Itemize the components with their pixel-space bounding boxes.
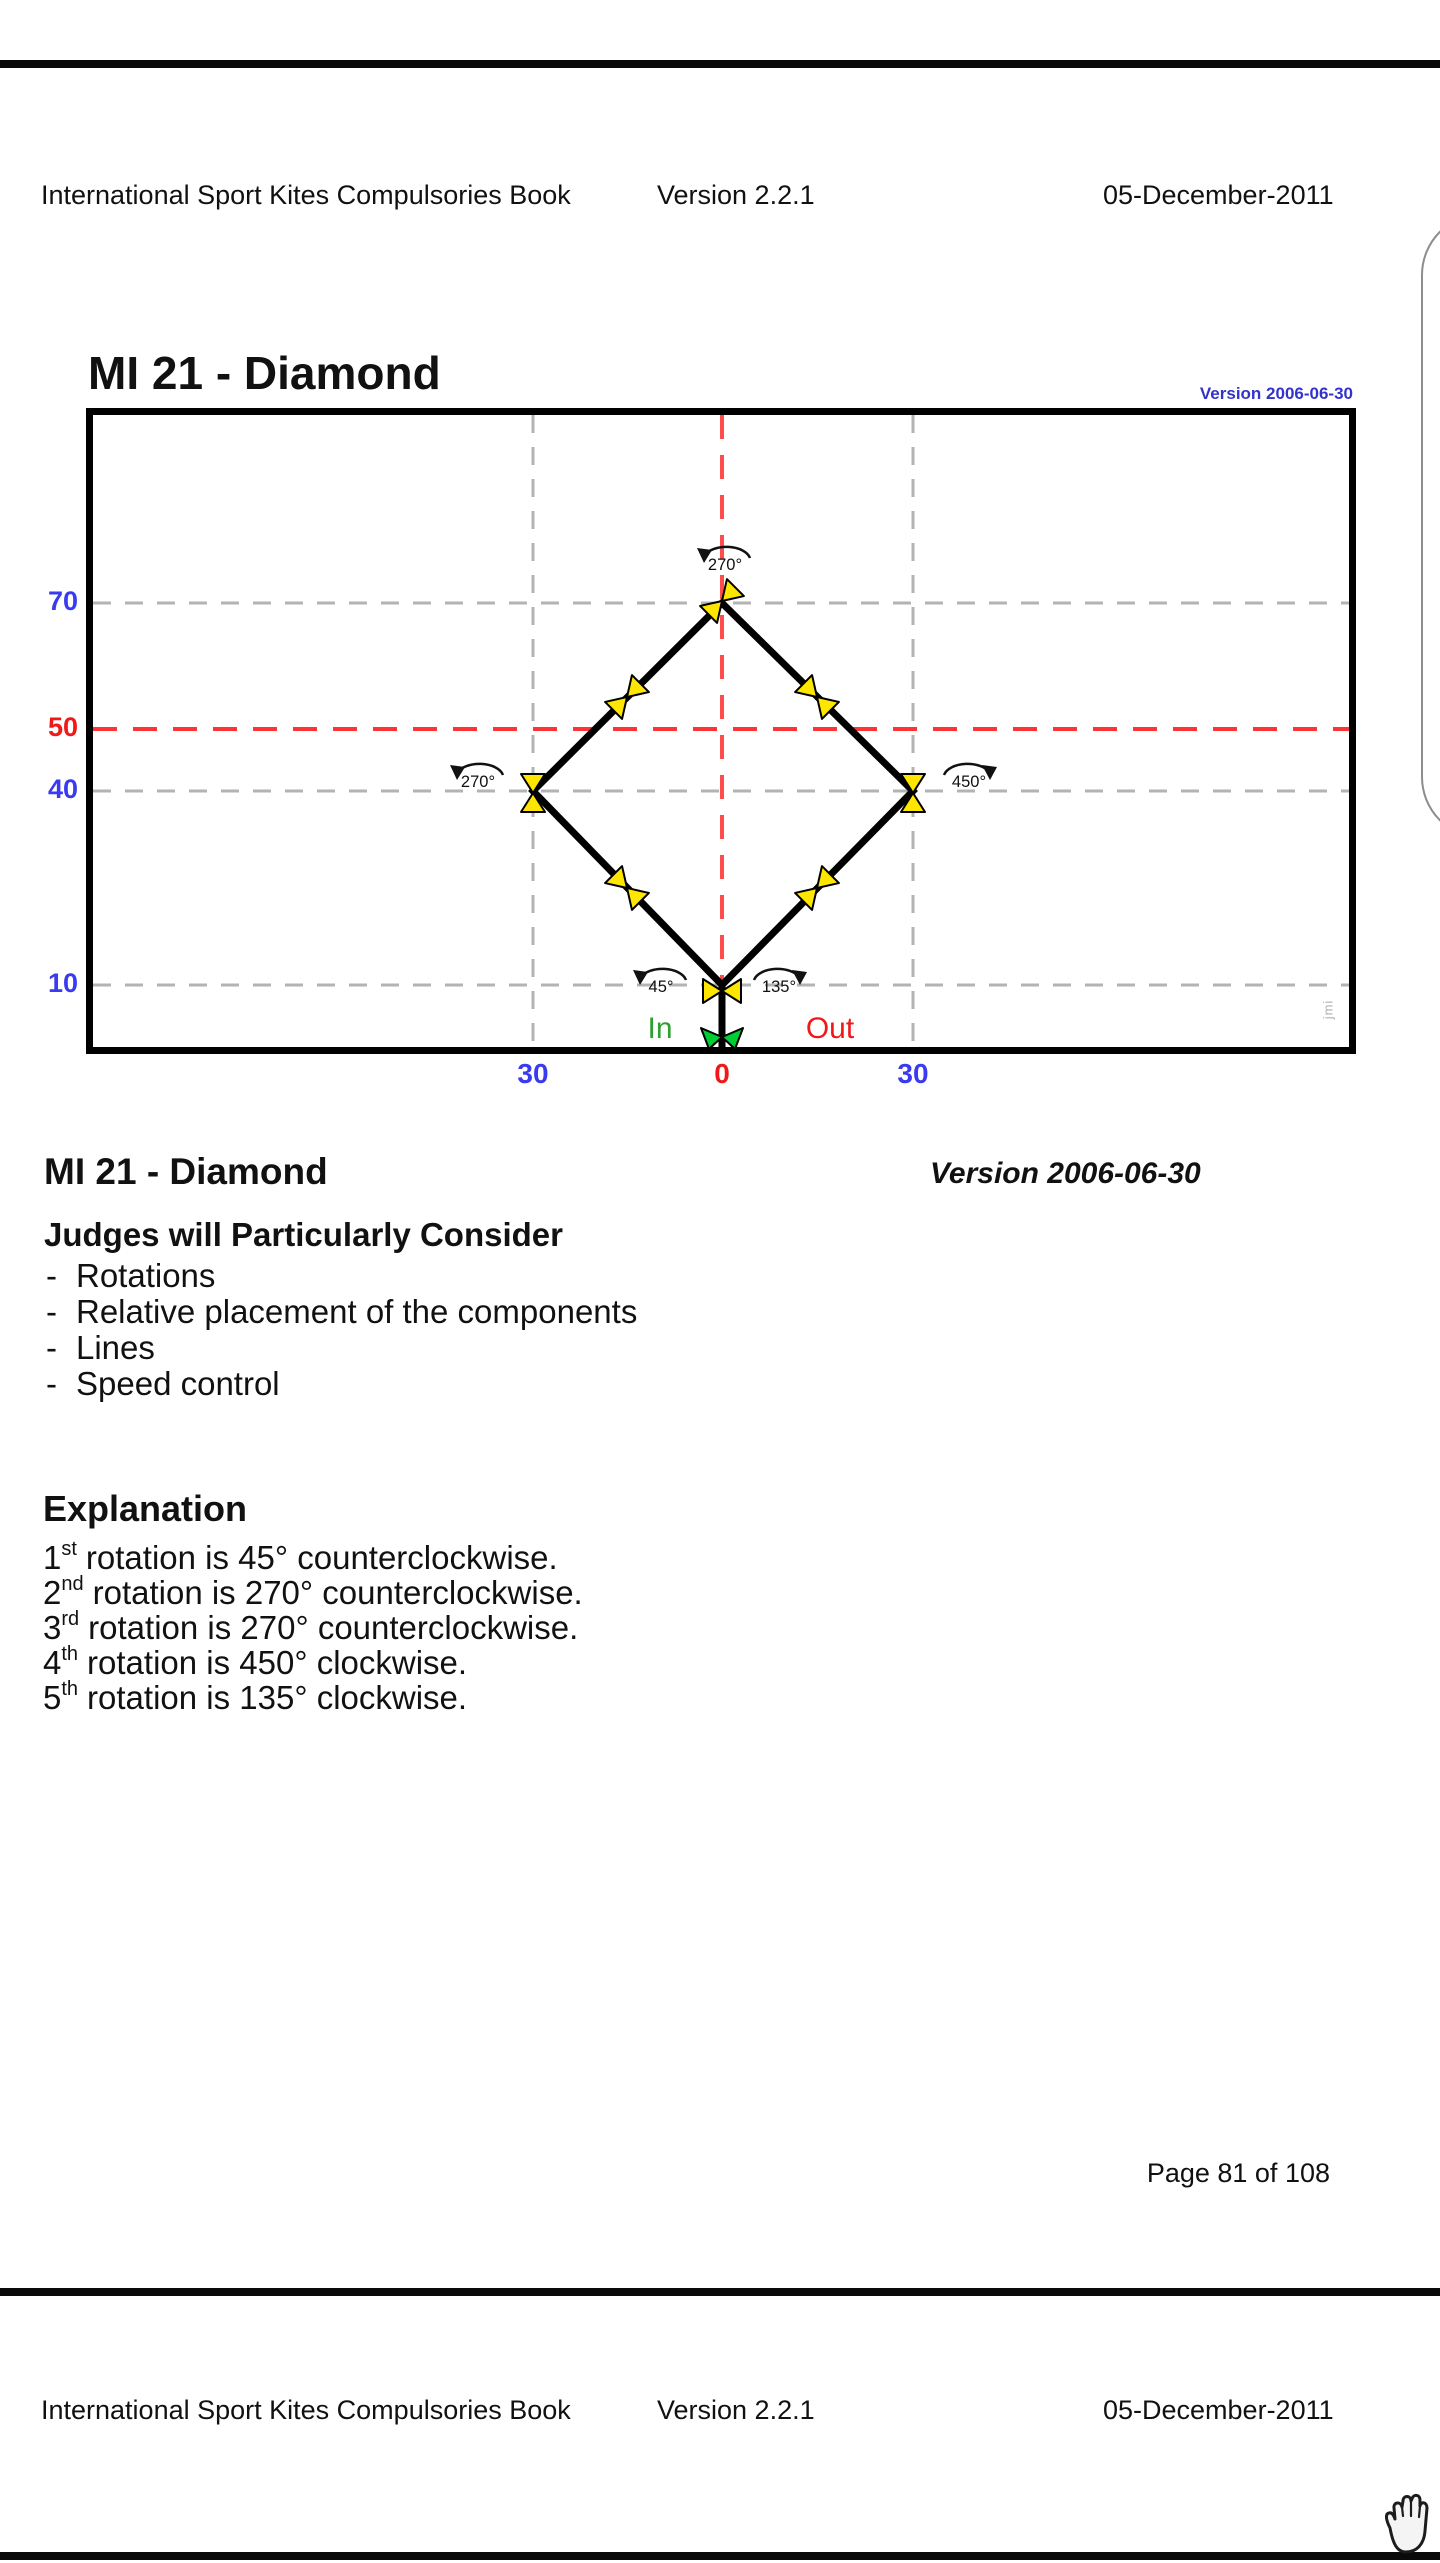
explanation-line [43,1645,583,1680]
section-title: MI 21 - Diamond [44,1151,328,1192]
rotation-marker-bottom-left [630,962,692,996]
y-axis-label-50: 50 [47,712,78,742]
header-book-title: International Sport Kites Compulsories Book [41,180,571,210]
explanation-text: rotation is 450° clockwise. [87,1644,468,1681]
ordinal-suffix: th [61,1643,79,1665]
kite-icon-left-vertex [521,774,545,812]
list-item [46,1258,637,1294]
author-initials: jmi [1320,999,1336,1020]
footer-date: 05-December-2011 [1103,2395,1334,2425]
in-label: In [647,1012,673,1045]
header-date: 05-December-2011 [1103,180,1334,210]
ordinal: 1 [43,1539,62,1576]
explanation-text: rotation is 45° counterclockwise. [85,1539,558,1576]
x-axis-label-0: 0 [714,1058,730,1089]
rotation-value: 45° [648,978,674,996]
footer-book-title: International Sport Kites Compulsories Book [41,2395,571,2425]
explanation-line [43,1610,583,1645]
explanation-list [43,1540,583,1715]
bullet-dash: - [46,1329,57,1366]
ordinal: 2 [43,1574,62,1611]
judges-consider-heading: Judges will Particularly Consider [44,1216,563,1253]
out-label: Out [805,1012,855,1045]
judges-consider-list [46,1258,637,1402]
kite-icon-right-vertex [901,774,925,812]
figure-version-label: Version 2006-06-30 [1199,384,1353,403]
bottom-divider-rule [0,2288,1440,2296]
ordinal-suffix: st [61,1538,77,1560]
rotation-marker-top [694,540,756,574]
ordinal: 4 [43,1644,62,1681]
explanation-line [43,1540,583,1575]
list-item-text: Speed control [76,1365,280,1402]
list-item-text: Rotations [76,1257,216,1294]
rotation-marker-bottom-right [748,962,810,996]
footer-version: Version 2.2.1 [657,2395,815,2425]
kite-figure-diagram [93,415,1349,1047]
explanation-text: rotation is 135° clockwise. [87,1679,468,1716]
ordinal: 3 [43,1609,62,1646]
explanation-heading: Explanation [43,1488,248,1529]
ordinal-suffix: rd [61,1608,80,1630]
section-version: Version 2006-06-30 [930,1157,1201,1190]
y-axis-label-40: 40 [47,774,78,804]
explanation-line [43,1680,583,1715]
bullet-dash: - [46,1257,57,1294]
explanation-text: rotation is 270° counterclockwise. [92,1574,583,1611]
list-item-text: Relative placement of the components [76,1293,638,1330]
hand-grab-cursor-icon [1378,2486,1434,2563]
list-item-text: Lines [76,1329,155,1366]
scrollbar-thumb[interactable] [1421,213,1440,839]
explanation-line [43,1575,583,1610]
rotation-value: 270° [460,773,496,791]
rotation-value: 450° [951,773,987,791]
y-axis-label-70: 70 [47,586,78,616]
header-version: Version 2.2.1 [657,180,815,210]
ordinal-suffix: nd [61,1573,84,1595]
rotation-marker-right [938,757,1000,791]
list-item [46,1366,637,1402]
figure-diagram-frame [86,408,1356,1054]
rotation-value: 270° [707,556,743,574]
explanation-text: rotation is 270° counterclockwise. [88,1609,579,1646]
ordinal: 5 [43,1679,62,1716]
figure-title: MI 21 - Diamond [88,347,441,399]
top-divider-rule [0,60,1440,68]
list-item [46,1330,637,1366]
ordinal-suffix: th [61,1678,79,1700]
x-axis-label-30-left: 30 [517,1058,549,1089]
bullet-dash: - [46,1293,57,1330]
y-axis-label-10: 10 [47,968,78,998]
rotation-marker-left [447,757,509,791]
bullet-dash: - [46,1365,57,1402]
page-number: Page 81 of 108 [1146,2158,1330,2188]
rotation-value: 135° [761,978,797,996]
bottom-edge-bar [0,2552,1440,2560]
x-axis-label-30-right: 30 [897,1058,929,1089]
list-item [46,1294,637,1330]
